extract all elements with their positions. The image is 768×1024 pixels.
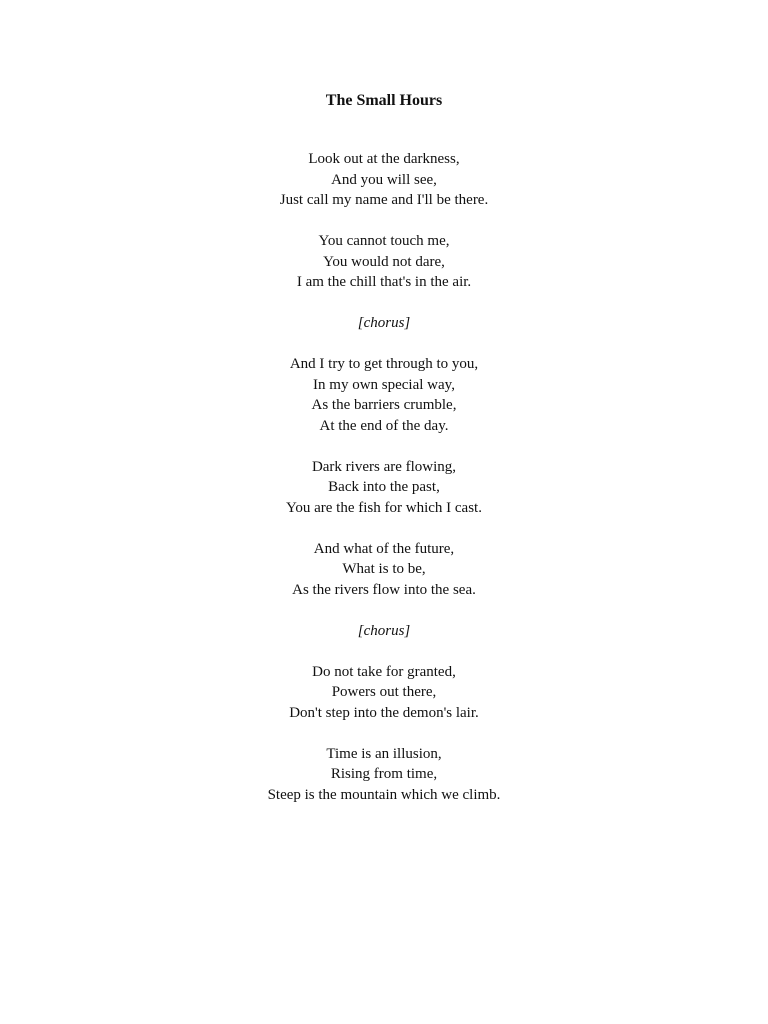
poem-body [0,149,768,826]
poem-line: Look out at the darkness, [308,151,460,167]
chorus-marker: [chorus] [357,315,411,331]
poem-line: In my own special way, [313,376,455,393]
poem-line: I am the chill that's in the air. [296,274,472,290]
poem-line: As the barriers crumble, [311,397,457,413]
poem-line: Do not take for granted, [312,663,456,680]
poem-line: You cannot touch me, [318,233,450,249]
poem-line: Dark rivers are flowing, [311,458,457,475]
poem-line: And I try to get through to you, [289,356,479,372]
poem-line: Time is an illusion, [326,745,442,762]
stanza-6 [0,662,768,724]
poem-line: What is to be, [342,561,426,577]
stanza-7 [0,744,768,806]
poem-title: The Small Hours [325,92,443,109]
stanza-4 [0,457,768,519]
poem-line: Back into the past, [328,479,440,495]
poem-line: You are the fish for which I cast. [286,499,482,516]
poem-line: Rising from time, [330,766,438,782]
stanza-5 [0,539,768,601]
poem-line: You would not dare, [323,253,445,270]
poem-line: And you will see, [331,171,437,188]
poem-line: And what of the future, [313,540,455,557]
poem-line: At the end of the day. [319,417,449,434]
chorus-marker: [chorus] [357,622,411,639]
poem-line: Powers out there, [331,684,437,700]
stanza-2 [0,231,768,293]
poem-line: As the rivers flow into the sea. [292,581,476,598]
poem-line: Don't step into the demon's lair. [289,704,479,721]
stanza-1 [0,149,768,211]
poem-line: Just call my name and I'll be there. [279,192,489,208]
poem-line: Steep is the mountain which we climb. [267,786,501,803]
stanza-3 [0,354,768,436]
